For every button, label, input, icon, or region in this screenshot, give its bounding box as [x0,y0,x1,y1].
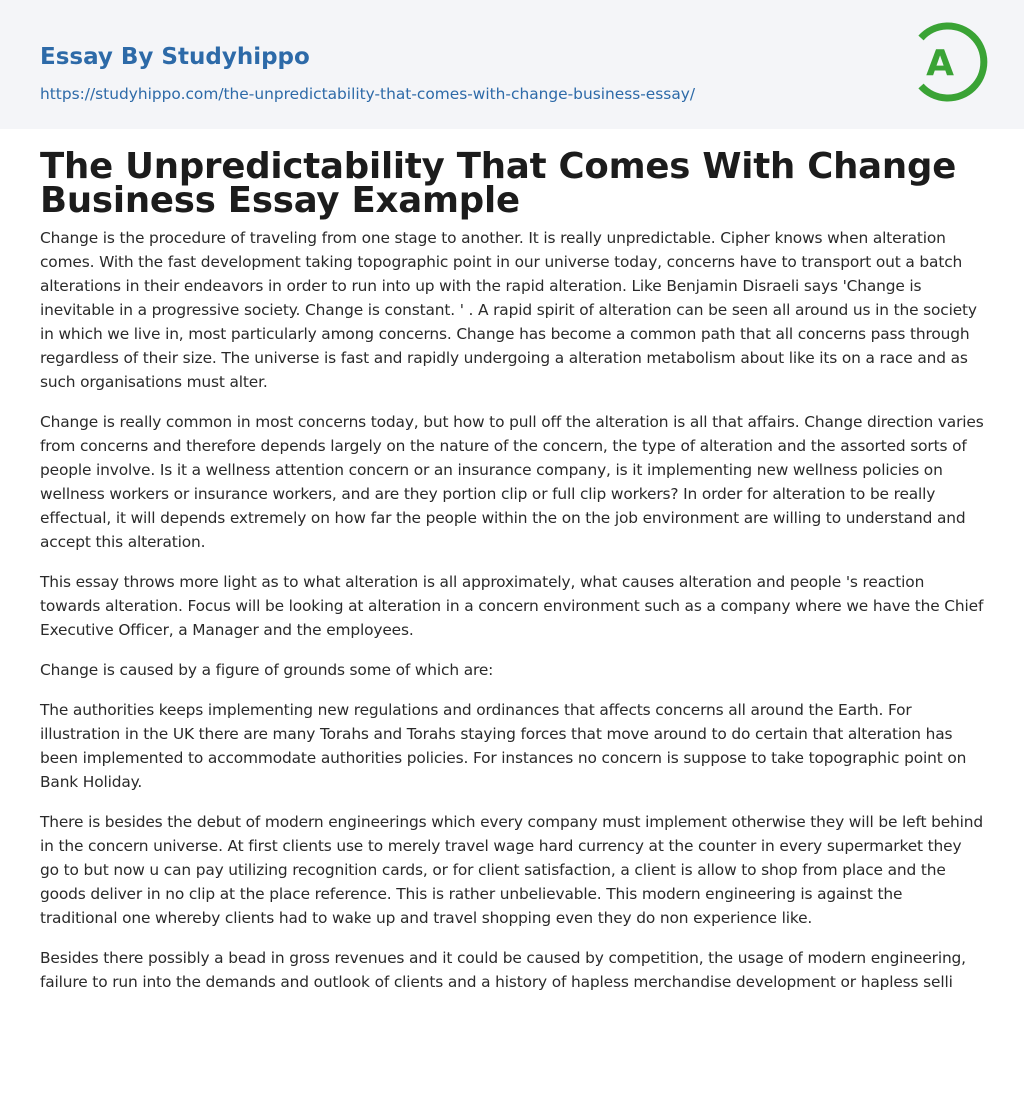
article-body [40,226,984,994]
article-paragraph: Change is the procedure of traveling from one stage to another. It is really unpredictable. Cipher knows when alteration comes. With the fast development taking topographic point in our universe today, concerns have to transport out a batch alterations in their endeavors in order to run into up with the rapid alteration. Like Benjamin Disraeli says 'Change is inevitable in a progressive society. Change is constant. ' . A rapid spirit of alteration can be seen all around us in the society in which we live in, most particularly among concerns. Change has become a common path that all concerns pass through regardless of their size. The universe is fast and rapidly undergoing a alteration metabolism about like its on a race and as such organisations must alter. [40,229,977,391]
page-title: The Unpredictability That Comes With Change Business Essay Example [40,146,957,221]
logo-letter: A [926,43,954,84]
article-paragraph: Besides there possibly a bead in gross revenues and it could be caused by competition, the usage of modern engineering, failure to run into the demands and outlook of clients and a history of hapless merchandise development or hapless selli [40,949,966,991]
site-header [0,0,1024,129]
article-paragraph: The authorities keeps implementing new regulations and ordinances that affects concerns all around the Earth. For illustration in the UK there are many Torahs and Torahs staying forces that move around to do certain that alteration has been implemented to accommodate authorities policies. For instances no concern is suppose to take topographic point on Bank Holiday. [40,701,967,791]
site-brand: Essay By Studyhippo [40,44,310,70]
article-paragraph: Change is caused by a figure of grounds some of which are: [40,661,494,679]
article-paragraph: There is besides the debut of modern engineerings which every company must implement otherwise they will be left behind in the concern universe. At first clients use to merely travel wage hard currency at the counter in every supermarket they go to but now u can pay utilizing recognition cards, or for client satisfaction, a client is allow to shop from place and the goods deliver in no clip at the place reference. This is rather unbelievable. This modern engineering is against the traditional one whereby clients had to wake up and travel shopping even they do non experience like. [40,813,984,927]
article-paragraph: Change is really common in most concerns today, but how to pull off the alteration is all that affairs. Change direction varies from concerns and therefore depends largely on the nature of the concern, the type of alteration and the assorted sorts of people involve. Is it a wellness attention concern or an insurance company, is it implementing new wellness policies on wellness workers or insurance workers, and are they portion clip or full clip workers? In order for alteration to be really effectual, it will depends extremely on how far the people within the on the job environment are willing to understand and accept this alteration. [40,413,984,551]
article-paragraph: This essay throws more light as to what alteration is all approximately, what causes alteration and people 's reaction towards alteration. Focus will be looking at alteration in a concern environment such as a company where we have the Chief Executive Officer, a Manager and the employees. [40,573,984,639]
studyhippo-logo-icon[interactable] [908,16,992,108]
source-url-link[interactable]: https://studyhippo.com/the-unpredictability-that-comes-with-change-business-essay/ [40,85,696,103]
article [0,146,1024,994]
